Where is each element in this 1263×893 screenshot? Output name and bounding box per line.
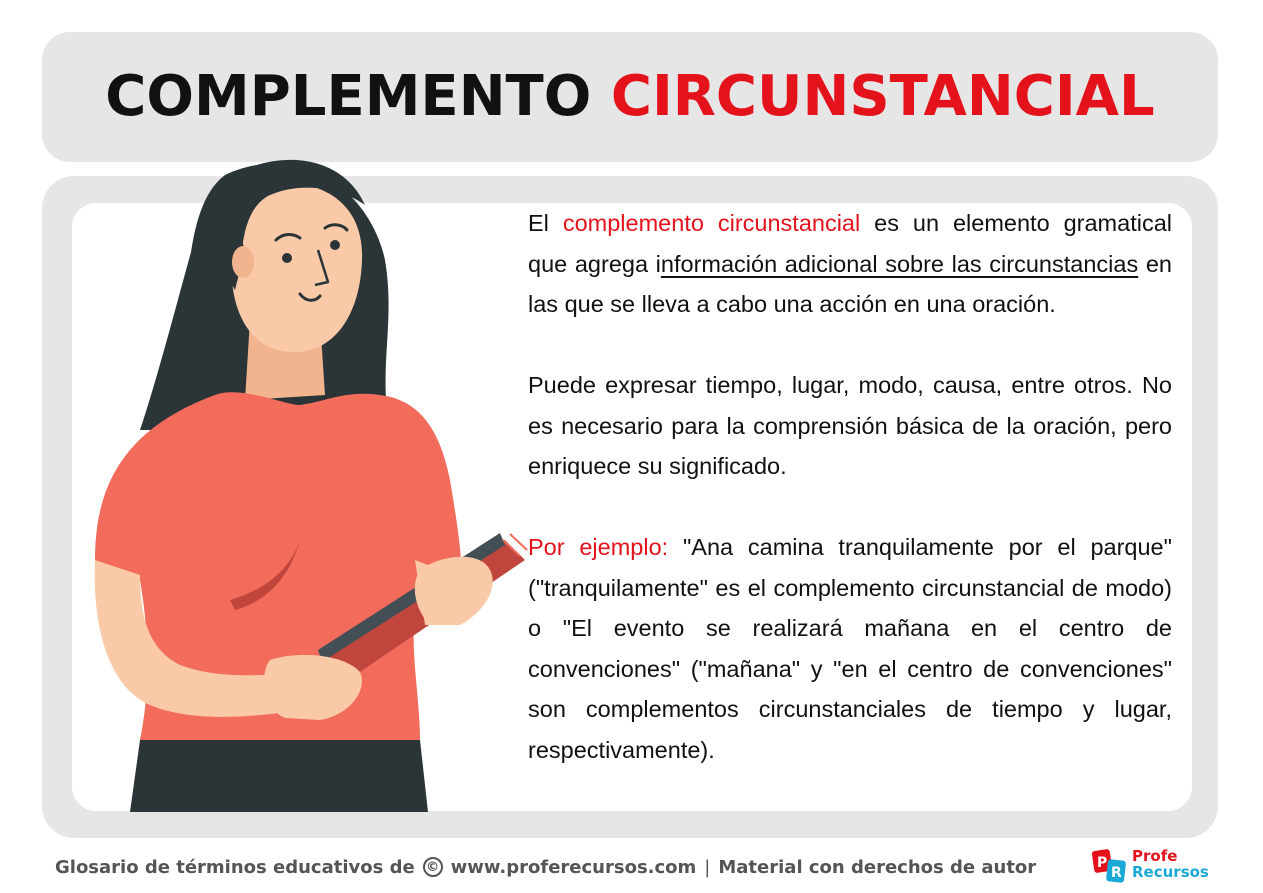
paragraph-example xyxy=(528,527,1172,770)
logo-line-1: Profe xyxy=(1132,847,1178,865)
paragraph-definition xyxy=(528,203,1172,325)
definition-intro: El xyxy=(528,210,563,236)
pr-logo-icon xyxy=(1092,848,1128,884)
term-highlight: complemento circunstancial xyxy=(562,210,861,236)
title-word-2: CIRCUNSTANCIAL xyxy=(610,64,1155,129)
footer-glossary: Glosario de términos educativos de xyxy=(55,856,415,878)
definition-text xyxy=(528,203,1172,770)
footer-rights: Material con derechos de autor xyxy=(718,856,1037,878)
footer xyxy=(55,852,1036,882)
logo-wordmark xyxy=(1132,848,1209,880)
copyright-icon: © xyxy=(423,857,443,877)
logo-line-2: Recursos xyxy=(1132,863,1209,881)
definition-letter: i xyxy=(655,250,661,277)
emphasis-underline: nformación adicional sobre las circunstancias xyxy=(660,250,1139,277)
hair-left-strand xyxy=(140,220,215,430)
example-label: Por ejemplo: xyxy=(528,534,669,560)
example-text: "Ana camina tranquilamente por el parque" ("tranquilamente" es el complemento circunstancial de modo) o "El evento se realizará mañana en el centro de convenciones" ("mañana" y "en el centro de convenciones" son complementos circunstanciales de tiempo y lugar, respectivamente). xyxy=(528,534,1172,763)
ear-shape xyxy=(232,246,254,278)
definition-middle: es un elemento gramatical que agrega xyxy=(528,210,1172,277)
definition-end: en las que se lleva a cabo una acción en una oración. xyxy=(528,250,1172,317)
title-word-1: COMPLEMENTO xyxy=(105,64,592,129)
svg-text:R: R xyxy=(1111,865,1122,881)
svg-text:P: P xyxy=(1097,855,1108,871)
teacher-illustration xyxy=(60,150,540,812)
proferecursos-logo[interactable] xyxy=(1092,846,1222,886)
right-eye xyxy=(330,240,340,250)
skirt-shape xyxy=(130,740,428,812)
title-panel xyxy=(42,32,1218,162)
page-title xyxy=(42,62,1218,132)
footer-site-link[interactable]: www.proferecursos.com xyxy=(450,856,697,878)
paragraph-usage: Puede expresar tiempo, lugar, modo, causa, entre otros. No es necesario para la comprensión básica de la oración, pero enriquece su significado. xyxy=(528,372,1172,479)
left-eye xyxy=(282,253,292,263)
footer-separator: | xyxy=(704,856,711,878)
